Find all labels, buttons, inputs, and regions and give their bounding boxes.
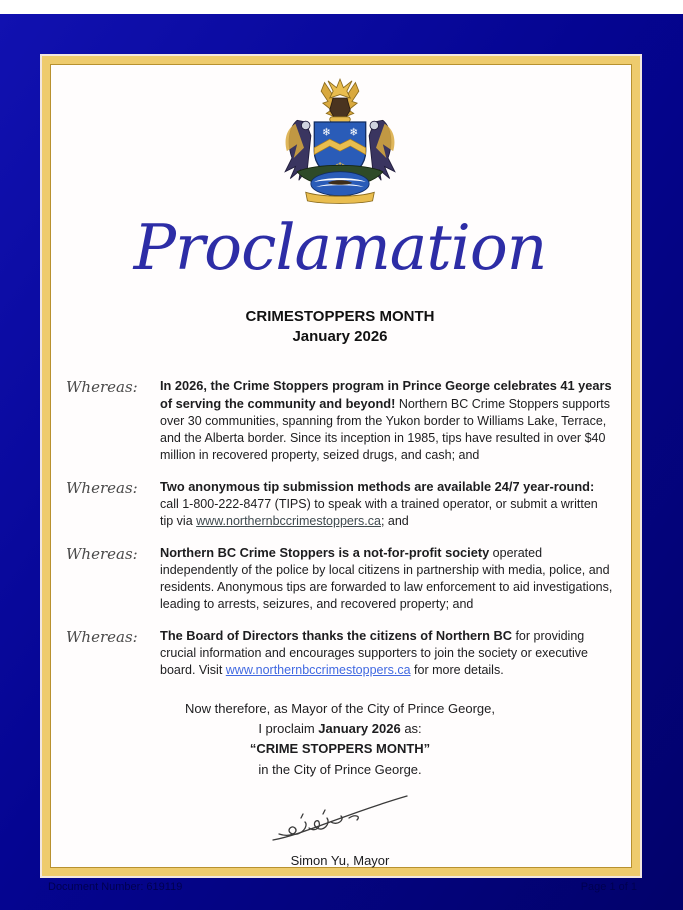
whereas-label: Whereas: xyxy=(66,378,138,397)
svg-text:❄: ❄ xyxy=(349,127,359,139)
page-subtitle: January 2026 xyxy=(292,328,388,346)
whereas-text-4: The Board of Directors thanks the citizens of Northern BC for providing crucial information and encourages supporters to join the society or executive board. Visit www.northernbccrimestoppers.ca for more details. xyxy=(160,628,589,678)
whereas-row-2 xyxy=(66,478,614,530)
closing-line-4: in the City of Prince George. xyxy=(258,761,422,777)
proclamation-script-heading: Proclamation xyxy=(133,211,547,284)
page-title: CRIMESTOPPERS MONTH xyxy=(245,308,435,326)
closing-line-1: Now therefore, as Mayor of the City of Prince George, xyxy=(185,701,495,717)
whereas-text-1: In 2026, the Crime Stoppers program in Prince George celebrates 41 years of serving the community and beyond! Northern BC Crime Stoppers supports over 30 communities, spanning from the Yukon border to Williams Lake, Terrace, and the Alberta border. Since its inception in 1985, tips have resulted in over $40 million in recovered property, seized drugs, and cash; and xyxy=(160,378,612,463)
crimestoppers-link[interactable]: www.northernbccrimestoppers.ca xyxy=(196,514,381,529)
whereas-section xyxy=(66,377,614,679)
svg-text:❄: ❄ xyxy=(321,127,331,139)
city-crest-icon xyxy=(66,74,614,211)
signatory-name: Simon Yu, Mayor xyxy=(290,852,390,868)
footer-page-number: Page 1 of 1 xyxy=(580,881,637,893)
crimestoppers-link[interactable]: www.northernbccrimestoppers.ca xyxy=(225,663,411,678)
proclamation-sheet xyxy=(42,56,640,876)
whereas-text-2: Two anonymous tip submission methods are available 24/7 year-round: call 1-800-222-8477 (TIPS) to speak with a trained operator, or submit a written tip via www.northernbccrimestoppers.ca; and xyxy=(160,479,598,529)
footer-document-number: Document Number: 619119 xyxy=(48,881,183,893)
whereas-label: Whereas: xyxy=(66,628,138,647)
whereas-row-1 xyxy=(66,377,614,464)
whereas-label: Whereas: xyxy=(66,479,138,498)
page-top-margin xyxy=(0,0,683,14)
mayor-signature xyxy=(66,788,614,851)
whereas-text-3: Northern BC Crime Stoppers is a not-for-profit society operated independently of the police by local citizens in partnership with media, police, and residents. Anonymous tips are forwarded to law enforcement to aid investigations, leading to arrests, seizures, and recovered property; and xyxy=(160,545,613,612)
closing-line-3: “CRIME STOPPERS MONTH” xyxy=(249,741,431,757)
whereas-row-4 xyxy=(66,627,614,679)
whereas-row-3 xyxy=(66,544,614,613)
closing-declaration xyxy=(66,699,614,780)
closing-line-2: I proclaim January 2026 as: xyxy=(258,721,422,737)
whereas-label: Whereas: xyxy=(66,545,138,564)
